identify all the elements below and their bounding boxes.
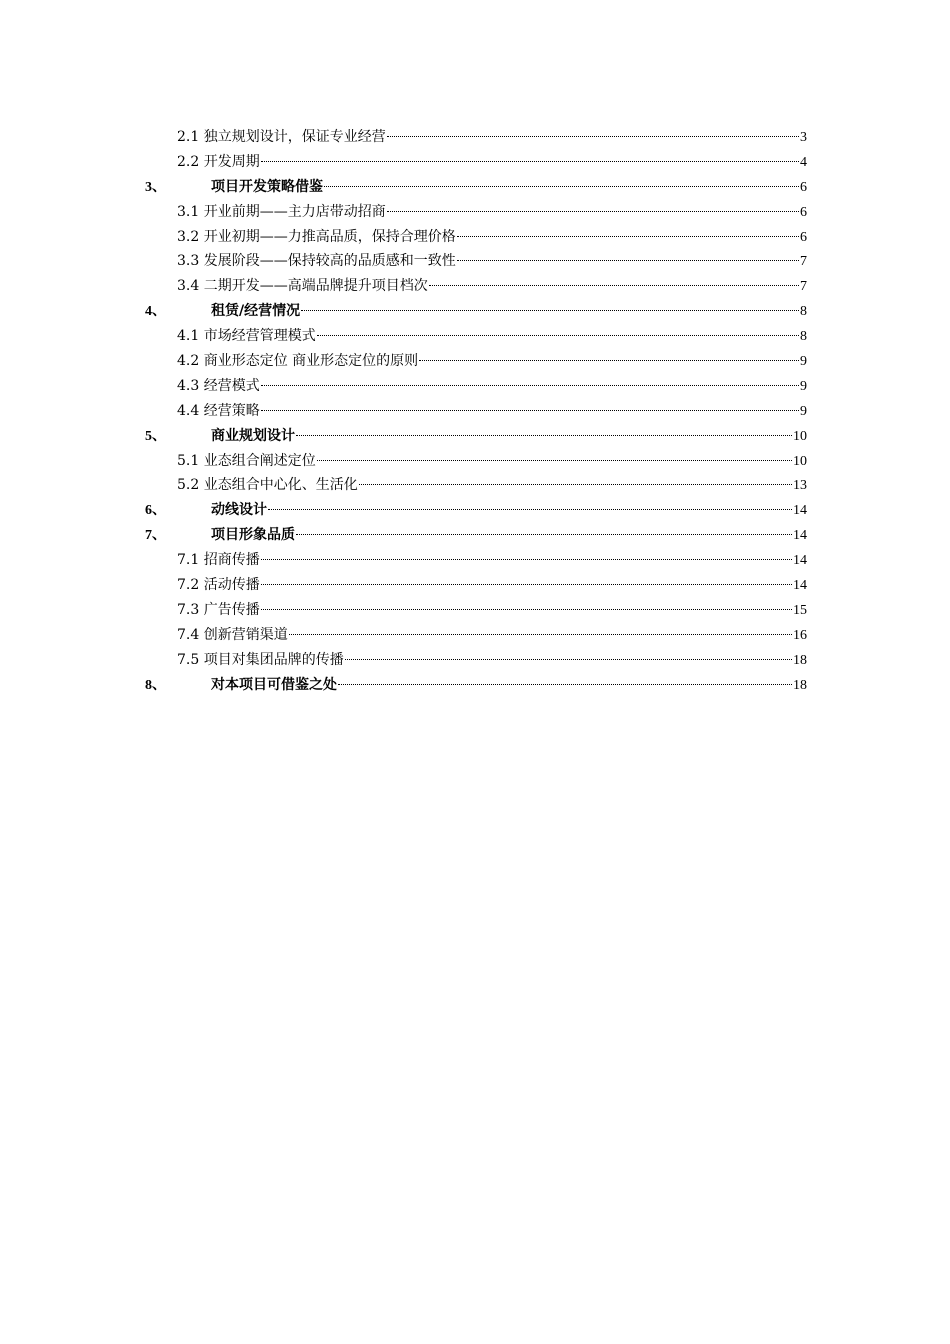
toc-entry[interactable] — [145, 648, 807, 673]
dot-leader — [457, 260, 799, 261]
toc-section-number: 7、 — [145, 528, 166, 544]
dot-leader — [359, 484, 792, 485]
dot-leader — [387, 136, 799, 137]
dot-leader — [387, 211, 799, 212]
dot-leader — [296, 435, 792, 436]
toc-section-number: 6、 — [145, 503, 166, 519]
toc-page-number: 18 — [793, 652, 807, 668]
toc-entry[interactable] — [145, 125, 807, 150]
dot-leader — [296, 534, 792, 535]
dot-leader — [345, 659, 792, 660]
dot-leader — [261, 385, 799, 386]
toc-page-number: 8 — [800, 329, 807, 345]
toc-page-number: 14 — [793, 578, 807, 594]
toc-page-number: 14 — [793, 553, 807, 569]
toc-section-title: 商业规划设计 — [211, 427, 295, 444]
toc-section-number: 8、 — [145, 677, 166, 693]
table-of-contents — [145, 125, 807, 697]
toc-section-title: 项目形象品质 — [211, 527, 295, 544]
dot-leader — [317, 335, 799, 336]
toc-entry-title: 7.2 活动传播 — [177, 577, 260, 594]
toc-entry[interactable] — [145, 473, 807, 498]
toc-entry[interactable] — [145, 324, 807, 349]
toc-page-number: 6 — [800, 204, 807, 220]
toc-page-number: 8 — [800, 304, 807, 320]
toc-section-number: 5、 — [145, 428, 166, 444]
toc-entry[interactable] — [145, 349, 807, 374]
dot-leader — [261, 410, 799, 411]
toc-entry-title: 5.1 业态组合阐述定位 — [177, 452, 316, 469]
toc-entry[interactable] — [145, 399, 807, 424]
dot-leader — [261, 584, 792, 585]
toc-entry[interactable] — [145, 150, 807, 175]
toc-page-number: 10 — [793, 453, 807, 469]
toc-section-title: 项目开发策略借鉴 — [211, 178, 323, 195]
toc-section-number: 3、 — [145, 179, 166, 195]
toc-entry-title: 2.2 开发周期 — [177, 153, 260, 170]
toc-section-entry[interactable] — [145, 299, 807, 324]
toc-entry[interactable] — [145, 200, 807, 225]
toc-entry[interactable] — [145, 548, 807, 573]
toc-page-number: 15 — [793, 602, 807, 618]
toc-section-number: 4、 — [145, 304, 166, 320]
toc-entry[interactable] — [145, 374, 807, 399]
toc-entry-title: 4.2 商业形态定位 商业形态定位的原则 — [177, 353, 419, 370]
toc-entry[interactable] — [145, 249, 807, 274]
dot-leader — [261, 559, 792, 560]
toc-entry-title: 7.4 创新营销渠道 — [177, 626, 288, 643]
toc-page-number: 14 — [793, 528, 807, 544]
dot-leader — [457, 236, 799, 237]
toc-entry[interactable] — [145, 225, 807, 250]
dot-leader — [261, 609, 792, 610]
dot-leader — [317, 460, 792, 461]
toc-page-number: 16 — [793, 627, 807, 643]
toc-page-number: 9 — [800, 354, 807, 370]
dot-leader — [301, 310, 799, 311]
toc-section-entry[interactable] — [145, 673, 807, 698]
dot-leader — [261, 161, 799, 162]
dot-leader — [429, 285, 799, 286]
toc-page-number: 7 — [800, 254, 807, 270]
toc-section-title: 动线设计 — [211, 502, 267, 519]
dot-leader — [268, 509, 792, 510]
toc-page-number: 13 — [793, 478, 807, 494]
toc-page-number: 10 — [793, 428, 807, 444]
toc-page-number: 6 — [800, 179, 807, 195]
toc-section-title: 对本项目可借鉴之处 — [211, 676, 337, 693]
toc-entry-title: 5.2 业态组合中心化、生活化 — [177, 477, 358, 494]
dot-leader — [419, 360, 799, 361]
toc-section-entry[interactable] — [145, 498, 807, 523]
toc-page-number: 4 — [800, 154, 807, 170]
dot-leader — [338, 684, 792, 685]
toc-entry[interactable] — [145, 274, 807, 299]
toc-entry-title: 3.1 开业前期——主力店带动招商 — [177, 203, 386, 220]
toc-page-number: 6 — [800, 229, 807, 245]
toc-entry[interactable] — [145, 623, 807, 648]
dot-leader — [324, 186, 799, 187]
toc-page-number: 7 — [800, 279, 807, 295]
toc-section-entry[interactable] — [145, 175, 807, 200]
dot-leader — [289, 634, 792, 635]
toc-entry-title: 2.1 独立规划设计，保证专业经营 — [177, 129, 386, 145]
toc-page-number: 3 — [800, 130, 807, 145]
toc-section-title: 租赁/经营情况 — [211, 303, 301, 320]
toc-entry-title: 3.2 开业初期——力推高品质，保持合理价格 — [177, 228, 456, 245]
toc-page-number: 9 — [800, 403, 807, 419]
toc-entry-title: 4.1 市场经营管理模式 — [177, 328, 316, 345]
toc-page-number: 9 — [800, 378, 807, 394]
toc-entry[interactable] — [145, 598, 807, 623]
toc-entry-title: 3.3 发展阶段——保持较高的品质感和一致性 — [177, 253, 456, 270]
toc-entry-title: 3.4 二期开发——高端品牌提升项目档次 — [177, 278, 428, 295]
toc-entry-title: 4.4 经营策略 — [177, 402, 260, 419]
toc-entry[interactable] — [145, 573, 807, 598]
toc-section-entry[interactable] — [145, 424, 807, 449]
toc-entry[interactable] — [145, 449, 807, 474]
toc-entry-title: 7.3 广告传播 — [177, 601, 260, 618]
toc-section-entry[interactable] — [145, 523, 807, 548]
toc-entry-title: 7.5 项目对集团品牌的传播 — [177, 651, 344, 668]
toc-page-number: 18 — [793, 677, 807, 693]
toc-page-number: 14 — [793, 503, 807, 519]
toc-entry-title: 7.1 招商传播 — [177, 552, 260, 569]
toc-entry-title: 4.3 经营模式 — [177, 377, 260, 394]
